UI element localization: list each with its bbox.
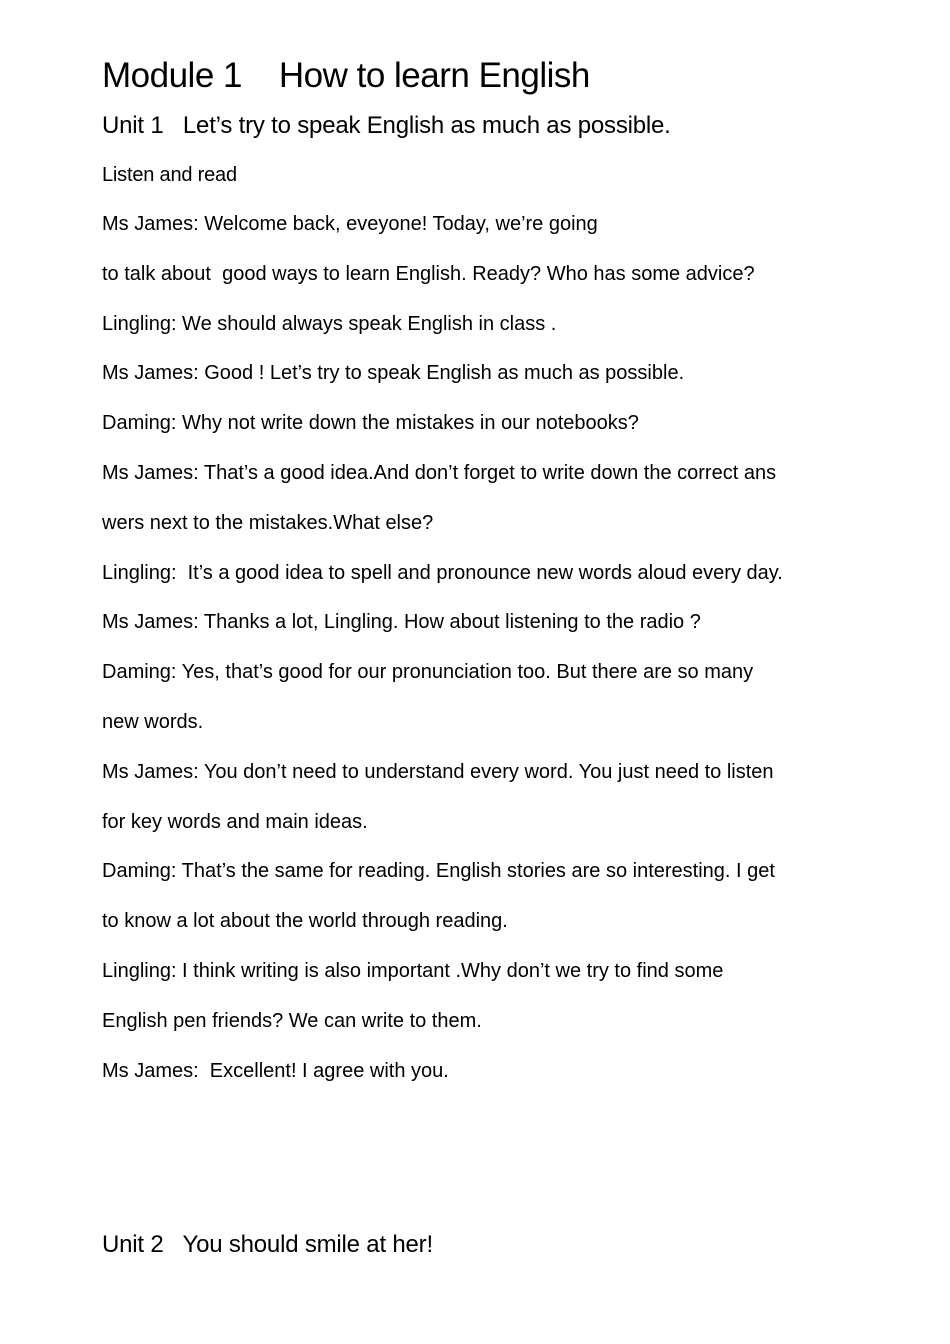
- unit-1-title: Unit 1 Let’s try to speak English as much as possible.: [102, 112, 671, 139]
- dialogue-line: to know a lot about the world through reading.: [102, 910, 508, 933]
- dialogue-line: English pen friends? We can write to them.: [102, 1009, 482, 1032]
- dialogue-line: Ms James: You don’t need to understand every word. You just need to listen: [102, 760, 774, 783]
- dialogue-line: for key words and main ideas.: [102, 810, 368, 833]
- dialogue-line: new words.: [102, 710, 204, 733]
- dialogue-line: Lingling: It’s a good idea to spell and pronounce new words aloud every day.: [102, 561, 783, 584]
- dialogue-text: [102, 200, 872, 1096]
- dialogue-line: Ms James: Welcome back, eveyone! Today, we’re going: [102, 213, 598, 235]
- module-title: Module 1 How to learn English: [102, 56, 590, 95]
- dialogue-line: wers next to the mistakes.What else?: [102, 511, 434, 534]
- dialogue-line: Ms James: That’s a good idea.And don’t forget to write down the correct ans: [102, 461, 777, 484]
- dialogue-line: Daming: Yes, that’s good for our pronunciation too. But there are so many: [102, 661, 754, 684]
- dialogue-line: Daming: Why not write down the mistakes in our notebooks?: [102, 412, 639, 435]
- dialogue-line: Daming: That’s the same for reading. English stories are so interesting. I get: [102, 860, 775, 883]
- dialogue-line: Lingling: I think writing is also important .Why don’t we try to find some: [102, 959, 724, 982]
- unit-2-title: Unit 2 You should smile at her!: [102, 1231, 433, 1258]
- section-title: Listen and read: [102, 164, 237, 186]
- dialogue-line: Ms James: Good ! Let’s try to speak English as much as possible.: [102, 362, 685, 385]
- dialogue-line: Ms James: Thanks a lot, Lingling. How about listening to the radio ?: [102, 611, 701, 634]
- dialogue-line: Lingling: We should always speak English in class .: [102, 312, 557, 335]
- dialogue-line: Ms James: Excellent! I agree with you.: [102, 1059, 449, 1082]
- dialogue-line: to talk about good ways to learn English. Ready? Who has some advice?: [102, 262, 755, 285]
